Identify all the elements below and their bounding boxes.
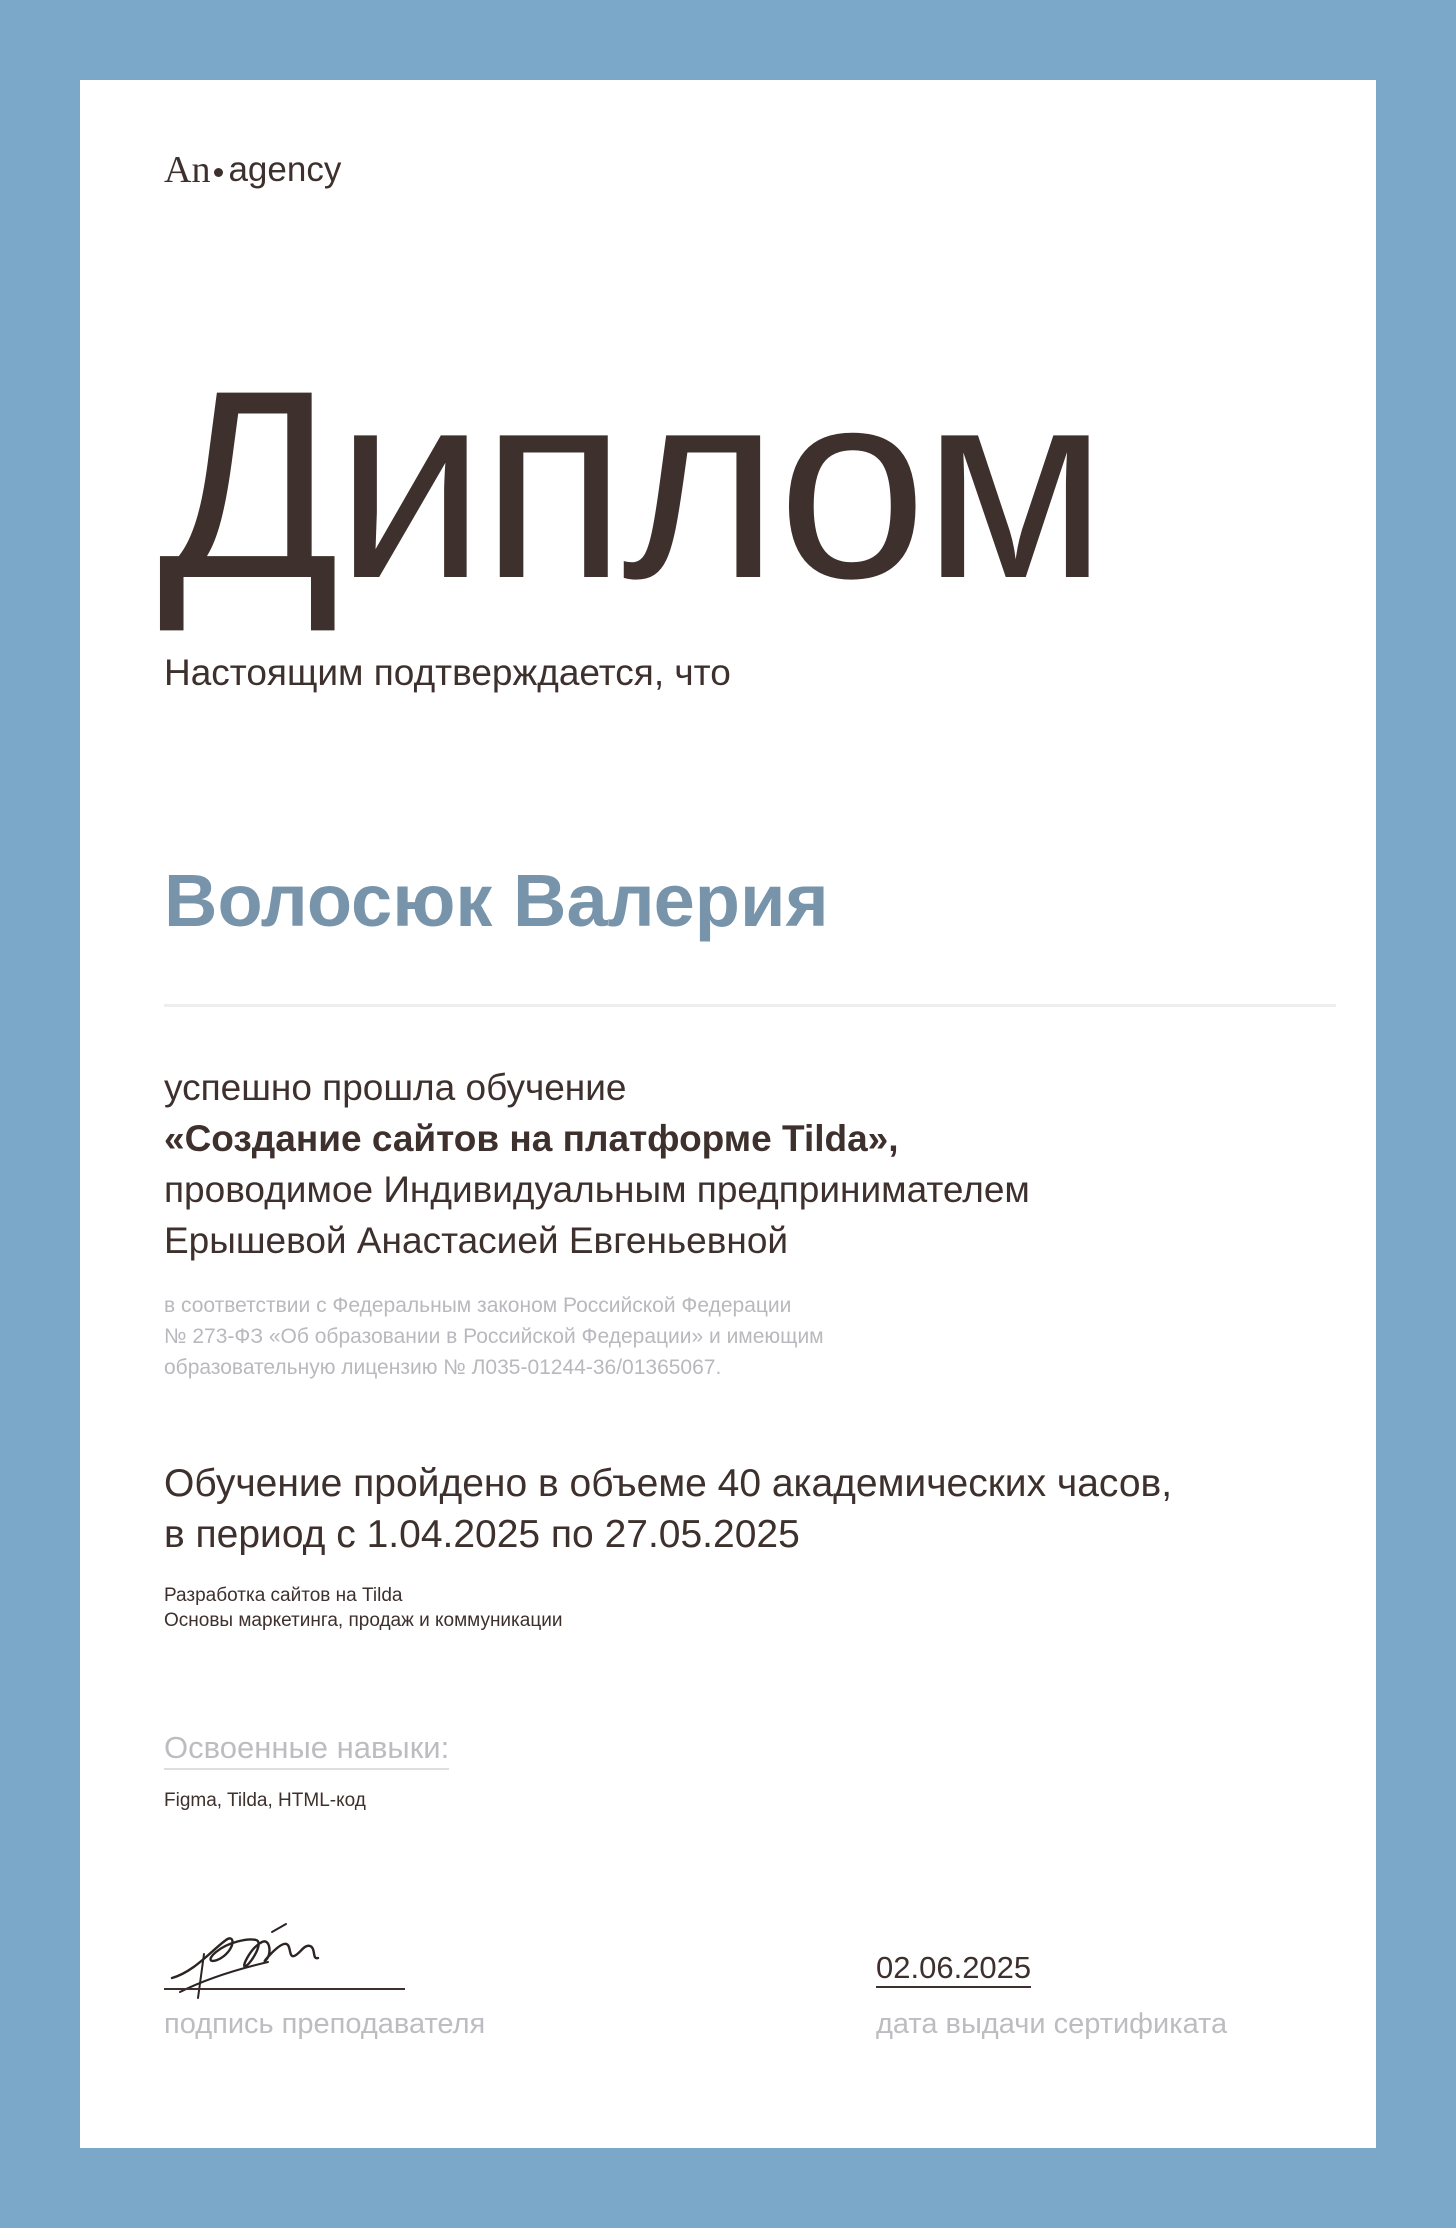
- signature-line: [164, 1988, 405, 1990]
- recipient-name: Волосюк Валерия: [164, 859, 829, 942]
- period-line: в период с 1.04.2025 по 27.05.2025: [164, 1513, 800, 1556]
- confirmation-text: Настоящим подтверждается, что: [164, 652, 731, 693]
- module-item: Основы маркетинга, продаж и коммуникации: [164, 1610, 563, 1631]
- skills-list: Figma, Tilda, HTML-код: [164, 1790, 366, 1811]
- completion-line: успешно прошла обучение: [164, 1067, 627, 1108]
- legal-basis: [164, 1290, 824, 1383]
- hours-line: Обучение пройдено в объеме 40 академических часов,: [164, 1462, 1173, 1505]
- diploma-title: Диплом: [158, 334, 1104, 634]
- course-name: «Создание сайтов на платформе Tilda»,: [164, 1118, 899, 1159]
- logo-agency-text: agency: [228, 150, 342, 189]
- provider-name: Ерышевой Анастасией Евгеньевной: [164, 1220, 789, 1261]
- divider: [164, 1004, 1336, 1007]
- skills-heading: Освоенные навыки:: [164, 1728, 449, 1770]
- issue-date: 02.06.2025: [876, 1950, 1031, 1988]
- issue-date-label: дата выдачи сертификата: [876, 2008, 1228, 2040]
- training-volume: [164, 1458, 1172, 1560]
- provider-line: проводимое Индивидуальным предпринимателем: [164, 1169, 1030, 1210]
- module-list: [164, 1583, 562, 1633]
- legal-line: в соответствии с Федеральным законом Российской Федерации: [164, 1294, 792, 1317]
- logo-an-text: An: [164, 149, 211, 191]
- module-item: Разработка сайтов на Tilda: [164, 1585, 403, 1606]
- legal-line: образовательную лицензию № Л035-01244-36/01365067.: [164, 1356, 722, 1379]
- signature-image: [164, 1910, 409, 2000]
- logo-dot-icon: [214, 168, 223, 177]
- signature-label: подпись преподавателя: [164, 2008, 486, 2040]
- diploma-sheet: [80, 80, 1376, 2148]
- legal-line: № 273-ФЗ «Об образовании в Российской Федерации» и имеющим: [164, 1325, 824, 1348]
- agency-logo: [164, 148, 341, 192]
- completion-statement: [164, 1062, 1030, 1266]
- teacher-signature: [164, 1910, 409, 2000]
